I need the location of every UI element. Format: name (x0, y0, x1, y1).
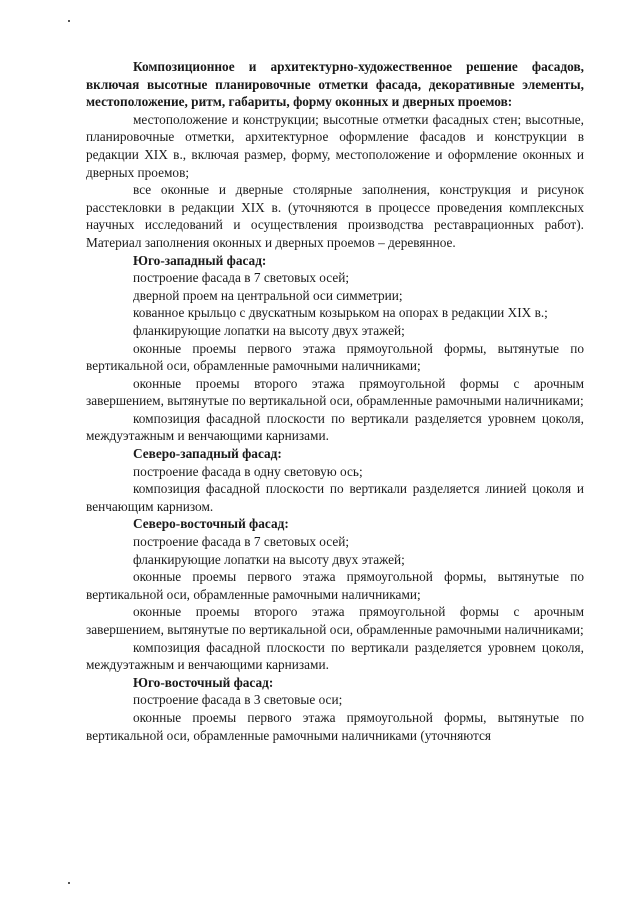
list-item: построение фасада в 7 световых осей; (133, 270, 350, 286)
list-item: фланкирующие лопатки на высоту двух этажей; (133, 551, 405, 567)
list-item: оконные проемы второго этажа прямоугольной формы с арочным завершением, вытянутые по вертикальной оси, обрамленные рамочными наличниками; (86, 604, 584, 637)
list-item: композиция фасадной плоскости по вертикали разделяется уровнем цоколя, междуэтажным и венчающими карнизами. (86, 639, 584, 673)
scan-speck (68, 882, 70, 884)
intro-item: местоположение и конструкции; высотные отметки фасадных стен; высотные, планировочные отметки, архитектурное оформление фасадов и конструкции в редакции XIX в., включая размер, форму, местоположение и оформление оконных и дверных проемов; (86, 111, 584, 180)
intro-heading: Композиционное и архитектурно-художественное решение фасадов, включая высотные планировочные отметки фасада, декоративные элементы, местоположение, ритм, габариты, форму оконных и дверных проемов: (86, 59, 584, 110)
list-item: оконные проемы первого этажа прямоугольной формы, вытянутые по вертикальной оси, обрамленные рамочными наличниками; (86, 340, 584, 374)
list-item: построение фасада в одну световую ось; (133, 463, 363, 479)
list-item: фланкирующие лопатки на высоту двух этажей; (133, 322, 405, 338)
intro-item: все оконные и дверные столярные заполнения, конструкция и рисунок расстекловки в редакции XIX в. (уточняются в процессе проведения комплексных научных исследований и осуществления производства реставрационных работ). Материал заполнения оконных и дверных проемов – деревянное. (86, 182, 584, 250)
section-title-northwest: Северо-западный фасад: (133, 446, 282, 462)
list-item: дверной проем на центральной оси симметрии; (133, 287, 403, 303)
list-item: оконные проемы первого этажа прямоугольной формы, вытянутые по вертикальной оси, обрамленные рамочными наличниками (уточняются (86, 709, 584, 743)
list-item: построение фасада в 3 световые оси; (133, 692, 343, 708)
list-item: композиция фасадной плоскости по вертикали разделяется линией цоколя и венчающим карнизом. (86, 481, 584, 514)
scan-speck (68, 20, 70, 22)
document-body (86, 58, 584, 744)
section-title-southwest: Юго-западный фасад: (133, 252, 267, 268)
list-item: кованное крыльцо с двускатным козырьком на опорах в редакции XIX в.; (133, 305, 548, 321)
list-item: оконные проемы первого этажа прямоугольной формы, вытянутые по вертикальной оси, обрамленные рамочными наличниками; (86, 569, 584, 602)
list-item: оконные проемы второго этажа прямоугольной формы с арочным завершением, вытянутые по вертикальной оси, обрамленные рамочными наличниками; (86, 375, 584, 409)
list-item: композиция фасадной плоскости по вертикали разделяется уровнем цоколя, междуэтажным и венчающими карнизами. (86, 410, 584, 444)
section-title-southeast: Юго-восточный фасад: (133, 674, 274, 690)
section-title-northeast: Северо-восточный фасад: (133, 516, 289, 532)
list-item: построение фасада в 7 световых осей; (133, 534, 350, 550)
